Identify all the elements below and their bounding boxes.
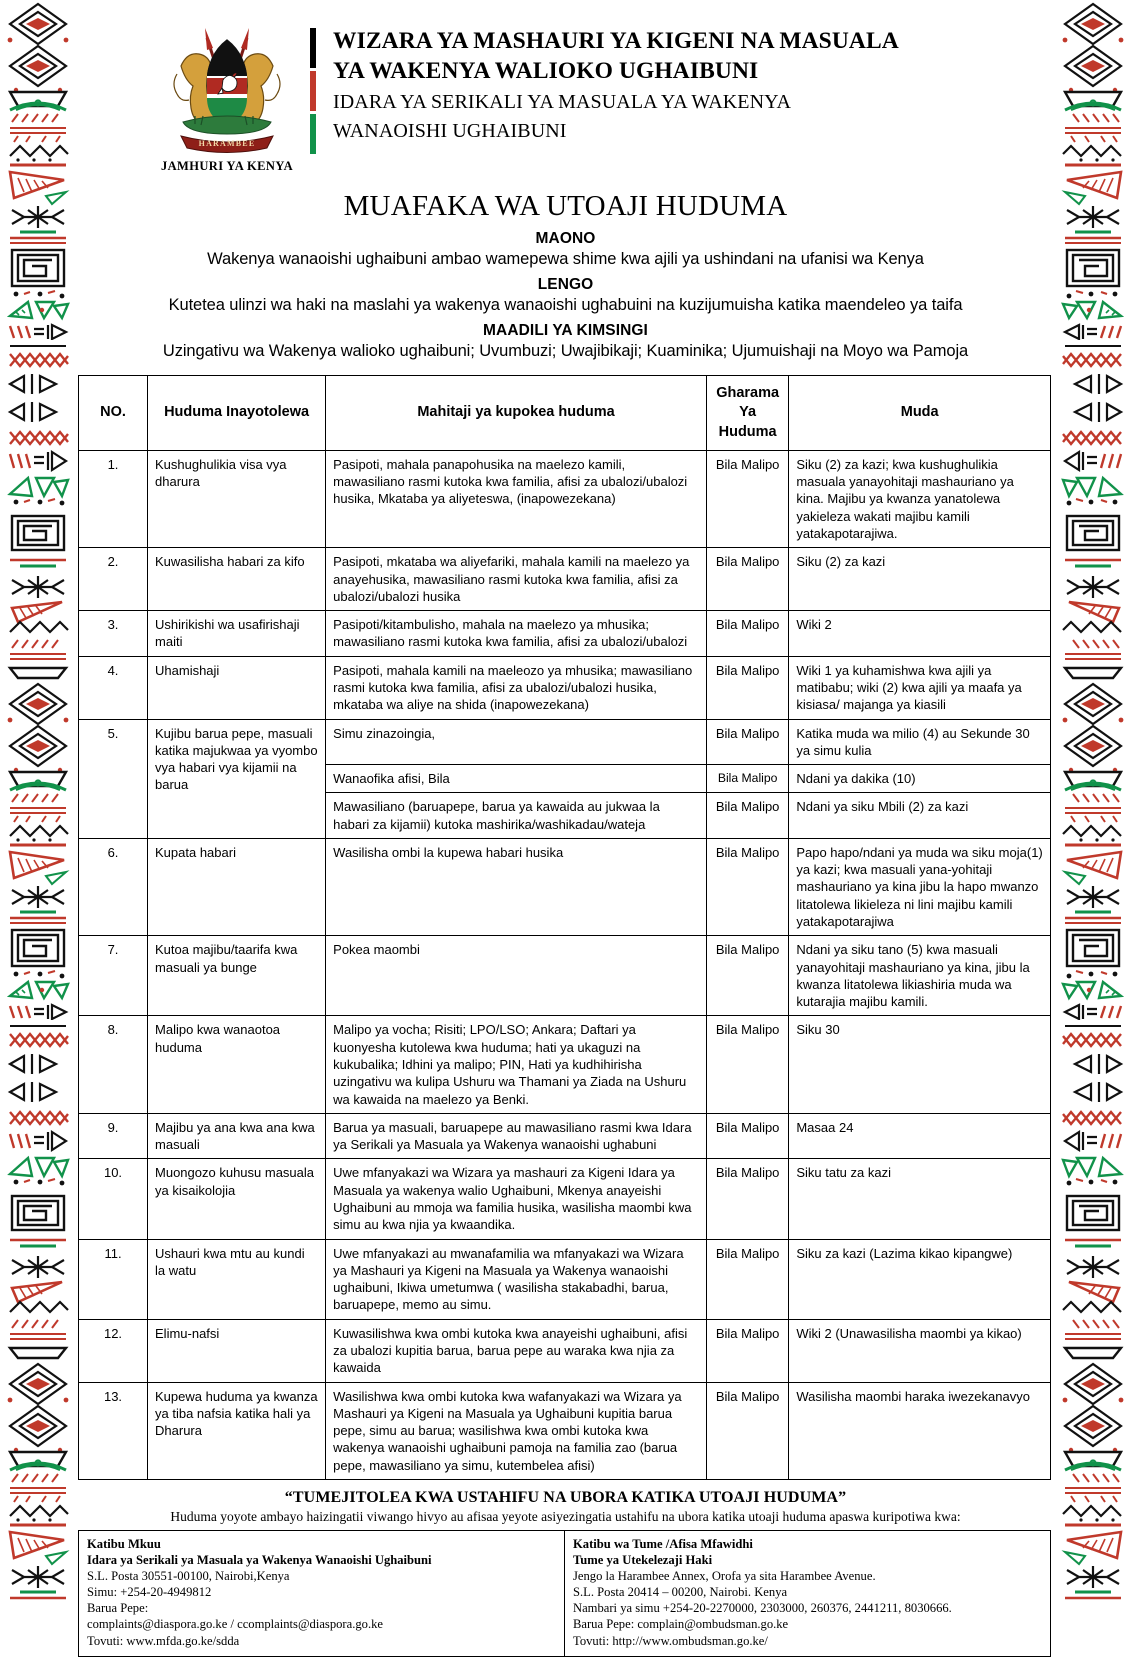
tricolor-rule-bars [310,28,319,154]
cell-time: Wasilisha maombi haraka iwezekanavyo [789,1382,1051,1479]
th-no: NO. [79,376,148,451]
cell-no: 3. [79,611,148,657]
department-line2: WANAOISHI UGHAIBUNI [333,120,567,143]
th-requirements: Mahitaji ya kupokea huduma [326,376,707,451]
contact-line: Tovuti: www.mfda.go.ke/sdda [87,1633,240,1648]
contact-line: Tovuti: http://www.ombudsman.go.ke/ [573,1633,768,1648]
cell-requirements: Pasipoti, mahala panapohusika na maelezo kamili, mawasiliano rasmi kutoka kwa familia, afisi za ubalozi/ubalozi husika, Mkataba ya aliyeteswa, (inapowezekana) [326,450,707,547]
cell-no: 10. [79,1159,148,1239]
department-line1: IDARA YA SERIKALI YA MASUALA YA WAKENYA [333,91,792,114]
cell-requirements: Pasipoti, mahala kamili na maeleozo ya mhusika; mawasiliano rasmi kutoka kwa familia, afisi za ubalozi/ubalozi husika, mkataba wa aliye na shida (inapowezekana) [326,656,707,719]
cell-requirements: Wasilisha ombi la kupewa habari husika [326,838,707,935]
cell-fee: Bila Malipo [706,793,788,839]
cell-no: 5. [79,719,148,838]
cell-no: 8. [79,1016,148,1113]
cell-fee: Bila Malipo [706,548,788,611]
cell-no: 9. [79,1113,148,1159]
cell-requirements: Uwe mfanyakazi au mwanafamilia wa mfanyakazi wa Wizara ya Mashauri ya Kigeni na Masuala ya Wakenya wanaoishi ughaibuni, Ikiwa umetumwa ( wasilisha stakabadhi, barua, baruapepe, memo au simu. [326,1239,707,1319]
th-fee-l2: Ya [739,404,757,421]
cell-service: Kushughulikia visa vya dharura [148,450,326,547]
cell-service: Ushauri kwa mtu au kundi la watu [148,1239,326,1319]
cell-no: 13. [79,1382,148,1479]
table-row [79,656,1051,719]
contact-line: Barua Pepe: complain@ombudsman.go.ke [573,1617,789,1632]
contact-line: Jengo la Harambee Annex, Orofa ya sita Harambee Avenue. [573,1569,876,1584]
table-row [79,1113,1051,1159]
contact-line: Simu: +254-20-4949812 [87,1585,212,1600]
coat-of-arms-block [152,18,302,174]
cell-service: Kuwasilisha habari za kifo [148,548,326,611]
goal-label: LENGO [537,276,594,293]
th-fee-l1: Gharama [716,385,780,401]
vision-text: Wakenya wanaoishi ughaibuni ambao wamepewa shime kwa ajili ya ushindani na ufanisi wa Kenya [207,250,924,268]
vision-label: MAONO [535,230,596,247]
cell-no: 4. [79,656,148,719]
document-content [78,0,1053,1648]
cell-time: Siku za kazi (Lazima kikao kipangwe) [789,1239,1051,1319]
table-row [79,548,1051,611]
kenya-coat-of-arms-icon [161,18,293,158]
table-row [79,838,1051,935]
contact-heading: Tume ya Utekelezaji Haki [573,1553,713,1568]
contact-heading: Katibu wa Tume /Afisa Mfawidhi [573,1536,753,1551]
cell-time: Katika muda wa milio (4) au Sekunde 30 ya simu kulia [789,719,1051,765]
cell-time: Ndani ya siku Mbili (2) za kazi [789,793,1051,839]
service-pledge-note: Huduma yoyote ambayo haizingatii viwango hivyo au afisaa yeyote asiyezingatia ustahifu na ubora katika utoaji huduma apaswa kuripotiwa kwa: [170,1508,961,1524]
table-row [79,450,1051,547]
cell-service: Kupata habari [148,838,326,935]
contact-line: Barua Pepe: [87,1601,149,1616]
cell-no: 12. [79,1319,148,1382]
cell-no: 7. [79,936,148,1016]
contact-line: complaints@diaspora.go.ke / ccomplaints@diaspora.go.ke [87,1617,383,1632]
cell-fee: Bila Malipo [706,611,788,657]
cell-no: 1. [79,450,148,547]
cell-time: Wiki 2 (Unawasilisha maombi ya kikao) [789,1319,1051,1382]
contact-line: Nambari ya simu +254-20-2270000, 2303000, 260376, 2441211, 8030666. [573,1601,952,1616]
cell-time: Siku 30 [789,1016,1051,1113]
cell-requirements: Wanaofika afisi, Bila [326,765,707,793]
crest-caption: JAMHURI YA KENYA [160,159,294,173]
table-row [79,611,1051,657]
th-fee [706,376,788,451]
cell-service: Muongozo kuhusu masuala ya kisaikolojia [148,1159,326,1239]
document-title: MUAFAKA WA UTOAJI HUDUMA [343,190,788,222]
cell-fee: Bila Malipo [706,1016,788,1113]
th-time: Muda [789,376,1051,451]
cell-time: Masaa 24 [789,1113,1051,1159]
rule-bar-green [310,114,316,154]
cell-fee: Bila Malipo [706,450,788,547]
service-pledge: “TUMEJITOLEA KWA USTAHIFU NA UBORA KATIKA UTOAJI HUDUMA” [284,1488,847,1506]
decorative-border-left [2,0,74,1600]
cell-fee: Bila Malipo [706,1382,788,1479]
cell-fee: Bila Malipo [706,936,788,1016]
letterhead-text [333,18,899,144]
cell-no: 2. [79,548,148,611]
contact-line: S.L. Posta 30551-00100, Nairobi,Kenya [87,1569,290,1584]
cell-requirements: Kuwasilishwa kwa ombi kutoka kwa anayeishi ughaibuni, afisi za ubalozi kupitia barua, barua pepe au waraka kwa njia za kawaida [326,1319,707,1382]
table-row [79,936,1051,1016]
ministry-title-line2: YA WAKENYA WALIOKO UGHAIBUNI [333,58,759,85]
cell-time: Wiki 2 [789,611,1051,657]
th-fee-l3: Huduma [718,423,777,440]
cell-service: Kupewa huduma ya kwanza ya tiba nafsia katika hali ya Dharura [148,1382,326,1479]
cell-no: 6. [79,838,148,935]
contact-heading: Katibu Mkuu [87,1536,161,1551]
cell-time: Siku (2) za kazi; kwa kushughulikia masuala yanayohitaji mashauriano ya kina. Majibu ya kwanza yanatolewa yakieleza wakati majibu kamili yatakapotarajiwa. [789,450,1051,547]
cell-service: Kutoa majibu/taarifa kwa masuali ya bunge [148,936,326,1016]
cell-requirements: Malipo ya vocha; Risiti; LPO/LSO; Ankara; Daftari ya kuonyesha kutolewa kwa huduma; hati ya ukaguzi na kukubalika; Idhini ya malipo; PIN, Hati ya kudhihirisha uzingativu wa kulipa Ushuru wa Thamani ya Ziada na Ushuru wa kawaida na maelezo ya Benki. [326,1016,707,1113]
cell-requirements: Wasilishwa kwa ombi kutoka kwa wafanyakazi wa Wizara ya Mashauri ya Kigeni na Masuala ya Ughaibuni kupitia barua pepe, simu au barua; wasilishwa kwa ombi kutoka kwa wakenya wanaoishi ughaibuni pamoja na familia zao (barua pepe, mawasiliano ya simu, kutembelea afisi) [326,1382,707,1479]
cell-time: Ndani ya dakika (10) [789,765,1051,793]
cell-time: Papo hapo/ndani ya muda wa siku moja(1) ya kazi; kwa masuali yana-yohitaji mashauriano ya kina jibu la hapo mwanzo litatolewa likieleza ni lini majibu kamili yatakapotarajiwa [789,838,1051,935]
values-text: Uzingativu wa Wakenya walioko ughaibuni; Uvumbuzi; Uwajibikaji; Kuaminika; Ujumuishaji na Moyo wa Pamoja [162,342,969,360]
cell-requirements: Barua ya masuali, baruapepe au mawasiliano rasmi kwa Idara ya Serikali ya Masuala ya Wakenya wanaoishi ughabuni [326,1113,707,1159]
cell-requirements: Pokea maombi [326,936,707,1016]
table-header-row [79,376,1051,451]
contact-line: S.L. Posta 20414 – 00200, Nairobi. Kenya [573,1585,788,1600]
svg-text:HARAMBEE: HARAMBEE [198,139,256,148]
contact-block [79,1530,565,1656]
cell-fee: Bila Malipo [706,1113,788,1159]
table-row [79,719,1051,765]
cell-time: Siku (2) za kazi [789,548,1051,611]
rule-bar-black [310,28,316,68]
cell-requirements: Pasipoti/kitambulisho, mahala na maelezo ya mhusika; mawasiliano rasmi kutoka kwa familia, afisi za ubalozi/ubalozi [326,611,707,657]
letterhead [78,0,1053,174]
values-label: MAADILI YA KIMSINGI [483,322,648,339]
contacts-row [79,1530,1051,1656]
cell-fee: Bila Malipo [706,1319,788,1382]
service-charter-table [78,375,1051,1480]
cell-requirements: Uwe mfanyakazi wa Wizara ya mashauri za Kigeni Idara ya Masuala ya wakenya walio Ughaibuni, Mkenya anayeishi Ughaibuni au mmoja wa familia husika, wasilisha maombi kwa simu au kwa njia ya kwaandika. [326,1159,707,1239]
table-row [79,1382,1051,1479]
cell-requirements: Mawasiliano (baruapepe, barua ya kawaida au jukwaa la habari za kijamii) kutoka mashirika/washikadau/wateja [326,793,707,839]
table-row [79,1239,1051,1319]
cell-service: Ushirikishi wa usafirishaji maiti [148,611,326,657]
contact-block [565,1530,1051,1656]
contact-heading: Idara ya Serikali ya Masuala ya Wakenya Wanaoishi Ughaibuni [87,1553,432,1568]
cell-fee: Bila Malipo [706,765,788,793]
cell-fee: Bila Malipo [706,838,788,935]
cell-time: Siku tatu za kazi [789,1159,1051,1239]
cell-requirements: Pasipoti, mkataba wa aliyefariki, mahala kamili na maelezo ya anayehusika, mawasiliano rasmi kutoka kwa familia, afisi za ubalozi/ubalozi husika [326,548,707,611]
ministry-title-line1: WIZARA YA MASHAURI YA KIGENI NA MASUALA [333,28,899,54]
cell-service: Malipo kwa wanaotoa huduma [148,1016,326,1113]
cell-service: Uhamishaji [148,656,326,719]
rule-bar-red [310,71,316,111]
decorative-border-right [1057,0,1129,1600]
goal-text: Kutetea ulinzi wa haki na maslahi ya wakenya wanaoishi ughabuini na kuzijumuisha katika maendeleo ya taifa [168,296,963,314]
table-row [79,1016,1051,1113]
cell-no: 11. [79,1239,148,1319]
contacts-table [78,1530,1051,1657]
cell-service: Majibu ya ana kwa ana kwa masuali [148,1113,326,1159]
cell-time: Wiki 1 ya kuhamishwa kwa ajili ya matibabu; wiki (2) kwa ajili ya maafa ya kisiasa/ majanga ya kiasili [789,656,1051,719]
cell-time: Ndani ya siku tano (5) kwa masuali yanayohitaji mashauriano ya kina, jibu la kwanza litatolewa likiashiria muda wa kutarajia majibu kamili. [789,936,1051,1016]
cell-service: Elimu-nafsi [148,1319,326,1382]
cell-fee: Bila Malipo [706,656,788,719]
cell-requirements: Simu zinazoingia, [326,719,707,765]
table-row [79,1319,1051,1382]
th-service: Huduma Inayotolewa [148,376,326,451]
table-row [79,1159,1051,1239]
cell-fee: Bila Malipo [706,719,788,765]
cell-fee: Bila Malipo [706,1159,788,1239]
cell-service: Kujibu barua pepe, masuali katika majukwaa ya vyombo vya habari vya kijamii na barua [148,719,326,838]
cell-fee: Bila Malipo [706,1239,788,1319]
